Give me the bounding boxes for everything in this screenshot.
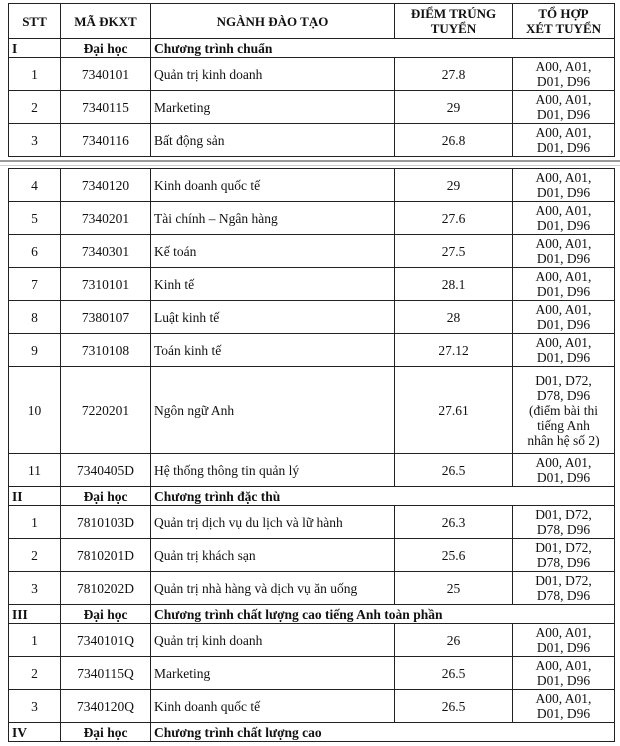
cell-stt: 1 [9,624,61,657]
table-row [9,539,615,572]
cell-combo [513,572,615,605]
combo-line2: D01, D96 [536,317,591,332]
combo-line4: tiếng Anh [537,417,590,433]
cell-stt: 5 [9,202,61,235]
combo-line1: A00, A01, [535,170,592,185]
table-row [9,624,615,657]
cell-code: 7310108 [61,334,151,367]
cell-major: Quản trị nhà hàng và dịch vụ ăn uống [151,572,395,605]
table-row [9,169,615,202]
combo-line2: D78, D96 [536,522,591,537]
cell-combo [513,268,615,301]
cell-stt: 2 [9,657,61,690]
cell-combo [513,454,615,487]
cell-score: 27.6 [395,202,513,235]
section-level: Đại học [61,487,151,506]
cell-score: 26.8 [395,124,513,157]
table-row-english [9,367,615,454]
admission-table-part2 [8,168,615,742]
table-row [9,91,615,124]
combo-line3: (điểm bài thi [529,402,598,418]
cell-score: 26.5 [395,690,513,723]
cell-stt: 9 [9,334,61,367]
table-row [9,235,615,268]
cell-combo [513,235,615,268]
section-level: Đại học [61,605,151,624]
table-row [9,58,615,91]
section-program: Chương trình chất lượng cao [151,723,615,742]
header-score-line1: ĐIỂM TRÚNG [410,6,497,21]
section-level: Đại học [61,39,151,58]
cell-major: Kinh doanh quốc tế [151,690,395,723]
cell-stt: 11 [9,454,61,487]
combo-line2: D01, D96 [536,350,591,365]
combo-line2: D01, D96 [536,74,591,89]
header-row [9,4,615,39]
table-row [9,124,615,157]
combo-line2: D78, D96 [536,387,591,403]
section-row [9,487,615,506]
section-program: Chương trình chuẩn [151,39,615,58]
combo-line1: A00, A01, [535,125,592,140]
combo-line1: A00, A01, [535,203,592,218]
cell-major: Quản trị kinh doanh [151,624,395,657]
combo-line2: D78, D96 [536,588,591,603]
cell-code: 7340405D [61,454,151,487]
header-major: NGÀNH ĐÀO TẠO [151,4,395,39]
cell-code: 7340115 [61,91,151,124]
combo-line2: D01, D96 [536,251,591,266]
combo-line2: D78, D96 [536,555,591,570]
header-score-line2: TUYỂN [430,21,477,36]
cell-score: 27.5 [395,235,513,268]
combo-line1: A00, A01, [535,455,592,470]
cell-combo [513,301,615,334]
table-row [9,454,615,487]
cell-code: 7340120Q [61,690,151,723]
combo-line1: A00, A01, [535,92,592,107]
cell-code: 7340101 [61,58,151,91]
cell-combo [513,624,615,657]
page-break-line-light [0,165,620,166]
cell-combo [513,91,615,124]
combo-line1: A00, A01, [535,59,592,74]
combo-line2: D01, D96 [536,470,591,485]
combo-line1: D01, D72, [535,372,592,388]
cell-score: 26.5 [395,454,513,487]
cell-code: 7810202D [61,572,151,605]
cell-score: 29 [395,91,513,124]
cell-combo [513,169,615,202]
page-break-line [0,160,620,162]
cell-code: 7810201D [61,539,151,572]
cell-stt: 4 [9,169,61,202]
cell-combo [513,58,615,91]
cell-major: Kế toán [151,235,395,268]
cell-score: 27.8 [395,58,513,91]
cell-score: 25 [395,572,513,605]
cell-score: 28 [395,301,513,334]
cell-combo [513,506,615,539]
combo-line2: D01, D96 [536,140,591,155]
cell-stt: 1 [9,506,61,539]
cell-code: 7340201 [61,202,151,235]
section-level: Đại học [61,723,151,742]
cell-major: Quản trị dịch vụ du lịch và lữ hành [151,506,395,539]
cell-major: Kinh tế [151,268,395,301]
cell-major: Tài chính – Ngân hàng [151,202,395,235]
cell-code: 7380107 [61,301,151,334]
cell-stt: 2 [9,91,61,124]
combo-line2: D01, D96 [536,284,591,299]
header-score [395,4,513,39]
cell-major: Toán kinh tế [151,334,395,367]
cell-stt: 3 [9,572,61,605]
cell-score: 29 [395,169,513,202]
section-row [9,39,615,58]
table-row [9,506,615,539]
header-combo-line1: TỔ HỢP [538,6,589,21]
combo-line1: D01, D72, [535,507,592,522]
cell-major: Marketing [151,657,395,690]
cell-code: 7810103D [61,506,151,539]
cell-major: Quản trị khách sạn [151,539,395,572]
cell-score: 27.61 [395,367,513,454]
combo-line1: A00, A01, [535,269,592,284]
cell-combo [513,124,615,157]
cell-combo [513,367,615,454]
combo-line2: D01, D96 [536,107,591,122]
cell-code: 7340115Q [61,657,151,690]
combo-line1: A00, A01, [535,658,592,673]
section-roman: II [9,487,61,506]
table-row [9,657,615,690]
table-row [9,572,615,605]
header-code: MÃ ĐKXT [61,4,151,39]
table-row [9,301,615,334]
combo-line1: A00, A01, [535,625,592,640]
combo-line5: nhân hệ số 2) [527,432,600,448]
cell-major: Hệ thống thông tin quản lý [151,454,395,487]
cell-stt: 1 [9,58,61,91]
combo-line1: D01, D72, [535,573,592,588]
section-roman: IV [9,723,61,742]
table-row [9,334,615,367]
cell-code: 7340301 [61,235,151,268]
combo-line1: D01, D72, [535,540,592,555]
combo-line1: A00, A01, [535,691,592,706]
admission-table-part1 [8,3,615,157]
cell-major: Kinh doanh quốc tế [151,169,395,202]
cell-score: 26 [395,624,513,657]
cell-stt: 10 [9,367,61,454]
cell-combo [513,539,615,572]
cell-code: 7340120 [61,169,151,202]
cell-stt: 3 [9,124,61,157]
cell-combo [513,657,615,690]
combo-line2: D01, D96 [536,673,591,688]
cell-stt: 7 [9,268,61,301]
section-row [9,723,615,742]
cell-score: 26.3 [395,506,513,539]
cell-major: Bất động sản [151,124,395,157]
cell-major: Luật kinh tế [151,301,395,334]
cell-combo [513,202,615,235]
table-row [9,690,615,723]
section-row [9,605,615,624]
table-row [9,268,615,301]
cell-stt: 2 [9,539,61,572]
cell-score: 26.5 [395,657,513,690]
header-stt: STT [9,4,61,39]
cell-major: Marketing [151,91,395,124]
cell-code: 7310101 [61,268,151,301]
cell-code: 7220201 [61,367,151,454]
combo-line2: D01, D96 [536,185,591,200]
combo-line1: A00, A01, [535,302,592,317]
section-program: Chương trình đặc thù [151,487,615,506]
cell-stt: 8 [9,301,61,334]
combo-line2: D01, D96 [536,706,591,721]
cell-score: 28.1 [395,268,513,301]
cell-score: 27.12 [395,334,513,367]
cell-score: 25.6 [395,539,513,572]
rows-part1 [9,58,615,157]
section-program: Chương trình chất lượng cao tiếng Anh toàn phần [151,605,615,624]
cell-major: Ngôn ngữ Anh [151,367,395,454]
combo-line2: D01, D96 [536,640,591,655]
cell-code: 7340116 [61,124,151,157]
section-roman: III [9,605,61,624]
combo-line1: A00, A01, [535,236,592,251]
header-combo-line2: XÉT TUYỂN [525,21,602,36]
header-combo [513,4,615,39]
cell-code: 7340101Q [61,624,151,657]
combo-line2: D01, D96 [536,218,591,233]
table-row [9,202,615,235]
cell-stt: 3 [9,690,61,723]
cell-stt: 6 [9,235,61,268]
cell-major: Quản trị kinh doanh [151,58,395,91]
combo-line1: A00, A01, [535,335,592,350]
cell-combo [513,334,615,367]
cell-combo [513,690,615,723]
section-roman: I [9,39,61,58]
